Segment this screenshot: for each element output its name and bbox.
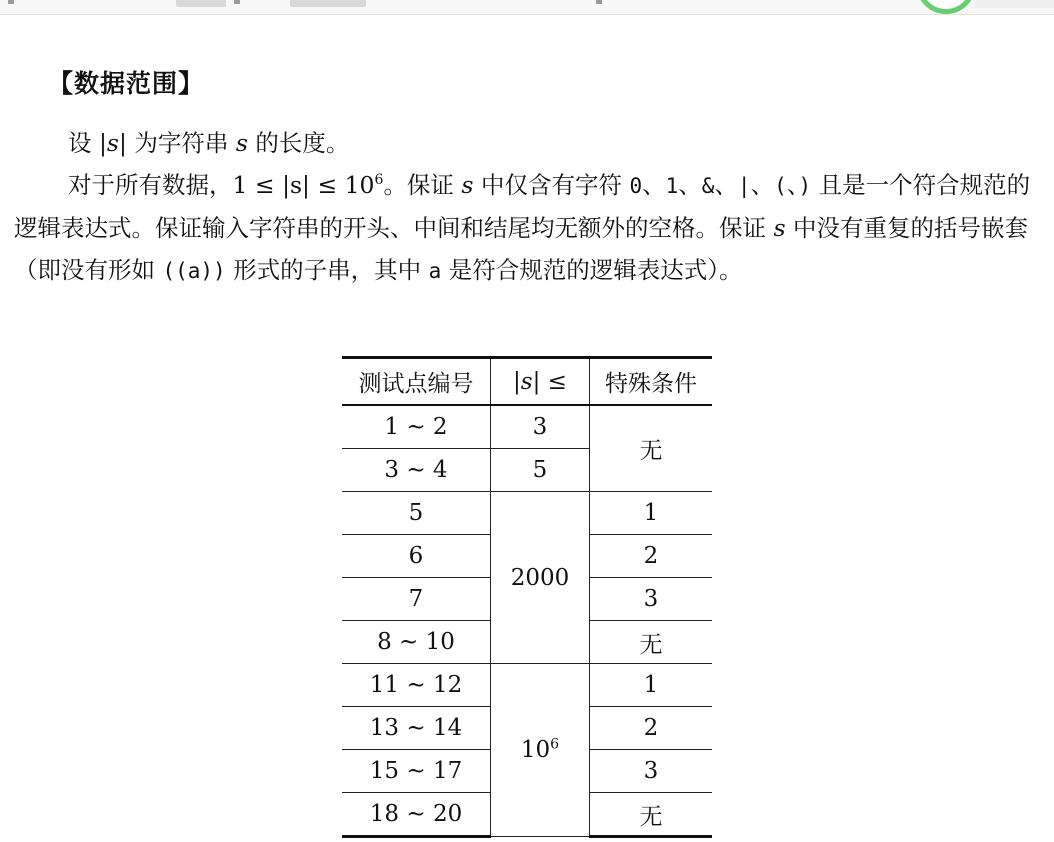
math-variable-s: s (235, 129, 248, 157)
code-char: & (701, 174, 715, 198)
table-row (342, 664, 712, 707)
table-row (342, 492, 712, 535)
text: 为字符串 (126, 129, 236, 157)
test-point-table (342, 356, 712, 838)
code-char: ( (774, 174, 787, 198)
text: 且是一个符合规范的逻辑表达式。保证输入字符串的开头、中间和结尾均无额外的空格。保证 (14, 171, 1031, 242)
test-point-id: 5 (342, 492, 491, 535)
test-point-id: 11 ∼ 12 (342, 664, 491, 707)
code-snippet: ((a)) (162, 259, 226, 283)
text: 中仅含有字符 (473, 171, 630, 199)
text: 、 (750, 171, 775, 199)
special-condition: 3 (590, 750, 713, 793)
length-limit: 3 (491, 405, 590, 449)
special-condition: 1 (590, 664, 713, 707)
text: 、 (678, 171, 702, 199)
test-point-id: 6 (342, 535, 491, 578)
length-limit: 5 (491, 449, 590, 492)
table-row (342, 405, 712, 449)
length-definition-paragraph (14, 122, 1044, 164)
special-condition: 1 (590, 492, 713, 535)
text: 形式的子串，其中 (225, 256, 429, 284)
length-limit (491, 664, 590, 837)
math-variable-s: s (773, 214, 786, 242)
test-point-id: 13 ∼ 14 (342, 707, 491, 750)
toolbar-button[interactable] (176, 0, 226, 7)
special-condition: 无 (590, 621, 713, 664)
code-char: 0 (629, 174, 643, 198)
special-condition: 2 (590, 535, 713, 578)
header-test-point-id: 测试点编号 (342, 358, 491, 406)
special-condition: 3 (590, 578, 713, 621)
toolbar-mark-icon (8, 0, 14, 4)
test-point-id: 8 ∼ 10 (342, 621, 491, 664)
toolbar-mark-icon (596, 0, 602, 4)
text: 、 (714, 171, 738, 199)
status-circle-icon[interactable] (916, 0, 976, 14)
toolbar-button[interactable] (290, 0, 366, 7)
section-heading: 【数据范围】 (48, 69, 205, 98)
test-point-id: 7 (342, 578, 491, 621)
constraints-paragraph (14, 164, 1044, 292)
text: 的长度。 (247, 129, 350, 157)
math-length-symbol: |s| (98, 129, 127, 157)
math-length-range: 1 ≤ |s| ≤ 10 (232, 171, 375, 199)
text: 、 (642, 171, 666, 199)
text: 设 (68, 129, 99, 157)
test-point-id: 1 ∼ 2 (342, 405, 491, 449)
test-point-id: 18 ∼ 20 (342, 793, 491, 837)
toolbar-end (974, 0, 1054, 8)
text: 是符合规范的逻辑表达式）。 (441, 256, 743, 284)
toolbar-strip (0, 0, 1054, 15)
special-condition: 无 (590, 793, 713, 837)
test-point-id: 15 ∼ 17 (342, 750, 491, 793)
toolbar-mark-icon (234, 0, 240, 4)
text: 。保证 (383, 171, 462, 199)
code-char: | (737, 174, 751, 198)
test-point-id: 3 ∼ 4 (342, 449, 491, 492)
math-exponent: 6 (374, 172, 384, 189)
math-variable-s: s (461, 171, 474, 199)
text: 、 (786, 171, 799, 199)
length-limit-exponent: 6 (550, 736, 560, 753)
header-length-limit: |s| ≤ (491, 358, 590, 406)
table-header-row (342, 358, 712, 406)
length-limit-base: 10 (520, 737, 551, 763)
special-condition: 2 (590, 707, 713, 750)
length-limit: 2000 (491, 492, 590, 664)
code-char: a (428, 259, 442, 283)
text: 中没有重复的括号嵌套（即没有形如 (14, 214, 1029, 284)
text: 对于所有数据， (68, 171, 233, 199)
header-special-condition: 特殊条件 (590, 358, 713, 406)
code-char: 1 (665, 174, 679, 198)
special-condition: 无 (590, 405, 713, 492)
code-char: ) (798, 174, 812, 198)
